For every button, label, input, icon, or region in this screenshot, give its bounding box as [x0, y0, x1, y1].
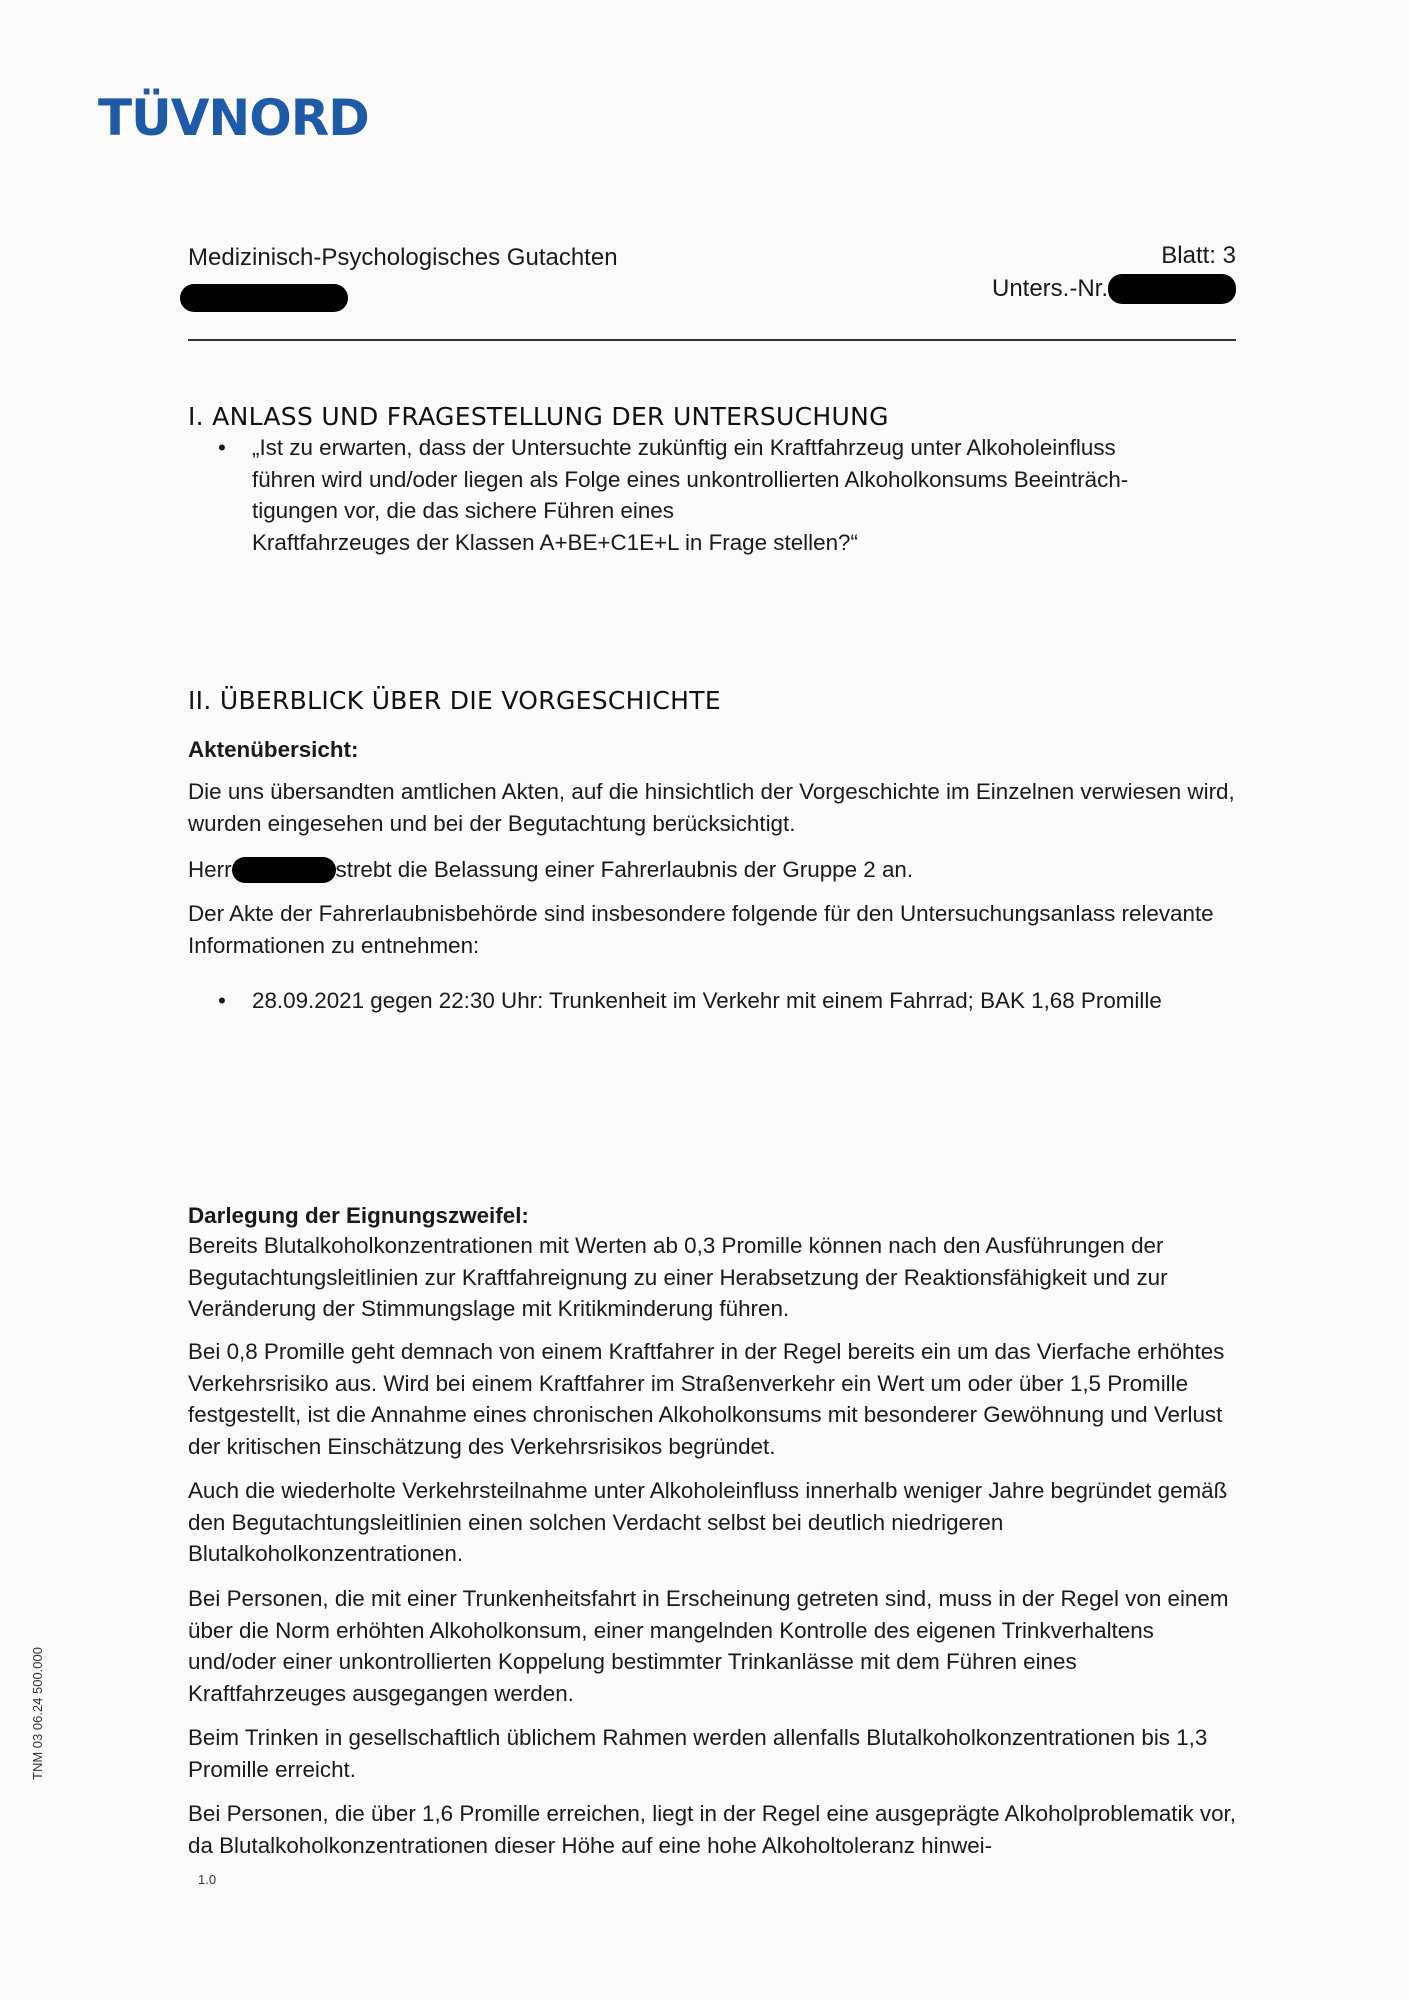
doubts-paragraph: Bereits Blutalkoholkonzentrationen mit Werten ab 0,3 Promille können nach den Ausführungen der Begutachtungsleitlinien zur Kraftfahreignung zu einer Herabsetzung der Reaktionsfähigkeit und zur Veränderung der Stimmungslage mit Kritikminderung führen.	[188, 1233, 1168, 1321]
question-line: Kraftfahrzeuges der Klassen A+BE+C1E+L in Frage stellen?“	[252, 529, 858, 555]
tuev-nord-logo: TÜVNORD	[98, 89, 369, 147]
doubts-paragraph: Bei Personen, die mit einer Trunkenheitsfahrt in Erscheinung getreten sind, muss in der Regel von einem über die Norm erhöhten Alkoholkonsum, einer mangelnden Kontrolle des eigenen Trinkverhaltens und/oder einer unkontrollierten Koppelung bestimmter Trinkanlässe mit dem Führen eines Kraftfahrzeuges ausgegangen werden.	[188, 1586, 1229, 1706]
form-version: 1.0	[198, 1872, 217, 1887]
header-divider	[188, 339, 1236, 341]
salutation: Herr	[188, 857, 232, 882]
applicant-statement: strebt die Belassung einer Fahrerlaubnis der Gruppe 2 an.	[335, 857, 914, 882]
section-2-heading: II. ÜBERBLICK ÜBER DIE VORGESCHICHTE	[188, 686, 721, 715]
redacted-name	[180, 284, 348, 312]
form-code: TNM 03 06.24 500.000	[30, 1647, 45, 1780]
exam-number-label: Unters.-Nr.	[991, 275, 1108, 302]
doubts-paragraph: Beim Trinken in gesellschaftlich üblichem Rahmen werden allenfalls Blutalkoholkonzentrationen bis 1,3 Promille erreicht.	[188, 1725, 1208, 1782]
question-item	[218, 432, 1238, 558]
doubts-heading: Darlegung der Eignungszweifel:	[188, 1203, 529, 1228]
redacted-exam-number	[1108, 274, 1236, 304]
applicant-paragraph	[188, 854, 1238, 886]
bullet-icon: •	[218, 988, 226, 1013]
doubts-paragraph: Bei Personen, die über 1,6 Promille erreichen, liegt in der Regel eine ausgeprägte Alkoholproblematik vor, da Blutalkoholkonzentrationen dieser Höhe auf eine hohe Alkoholtoleranz hinwei-	[188, 1801, 1236, 1858]
incident-item	[218, 985, 1238, 1017]
files-paragraph: Die uns übersandten amtlichen Akten, auf die hinsichtlich der Vorgeschichte im Einzelnen verwiesen wird, wurden eingesehen und bei der Begutachtung berücksichtigt.	[188, 779, 1235, 836]
section-1-heading: I. ANLASS UND FRAGESTELLUNG DER UNTERSUCHUNG	[188, 402, 889, 431]
doubts-paragraph: Bei 0,8 Promille geht demnach von einem Kraftfahrer in der Regel bereits ein um das Vierfache erhöhtes Verkehrsrisiko aus. Wird bei einem Kraftfahrer im Straßenverkehr ein Wert um oder über 1,5 Promille festgestellt, ist die Annahme eines chronischen Alkoholkonsums mit besonderer Gewöhnung und Verlust der kritischen Einschätzung des Verkehrsrisikos begründet.	[188, 1339, 1225, 1459]
question-line: „Ist zu erwarten, dass der Untersuchte zukünftig ein Kraftfahrzeug unter Alkoholeinfluss	[252, 435, 1116, 460]
exam-number	[992, 274, 1236, 304]
document-title: Medizinisch-Psychologisches Gutachten	[188, 244, 618, 271]
authority-paragraph: Der Akte der Fahrerlaubnisbehörde sind insbesondere folgende für den Untersuchungsanlass relevante Informationen zu entnehmen:	[188, 901, 1214, 958]
question-line: führen wird und/oder liegen als Folge eines unkontrollierten Alkoholkonsums Beeinträch-	[252, 466, 1129, 492]
incident-text: 28.09.2021 gegen 22:30 Uhr: Trunkenheit im Verkehr mit einem Fahrrad; BAK 1,68 Promille	[252, 988, 1162, 1013]
doubts-paragraph: Auch die wiederholte Verkehrsteilnahme unter Alkoholeinfluss innerhalb weniger Jahre begründet gemäß den Begutachtungsleitlinien einen solchen Verdacht selbst bei deutlich niedrigeren Blutalkoholkonzentrationen.	[188, 1478, 1228, 1566]
sheet-number: Blatt: 3	[1161, 242, 1236, 269]
redacted-surname	[232, 857, 336, 883]
files-overview-heading: Aktenübersicht:	[188, 737, 359, 762]
question-line: tigungen vor, die das sichere Führen eines	[252, 498, 674, 523]
bullet-icon: •	[218, 435, 226, 460]
